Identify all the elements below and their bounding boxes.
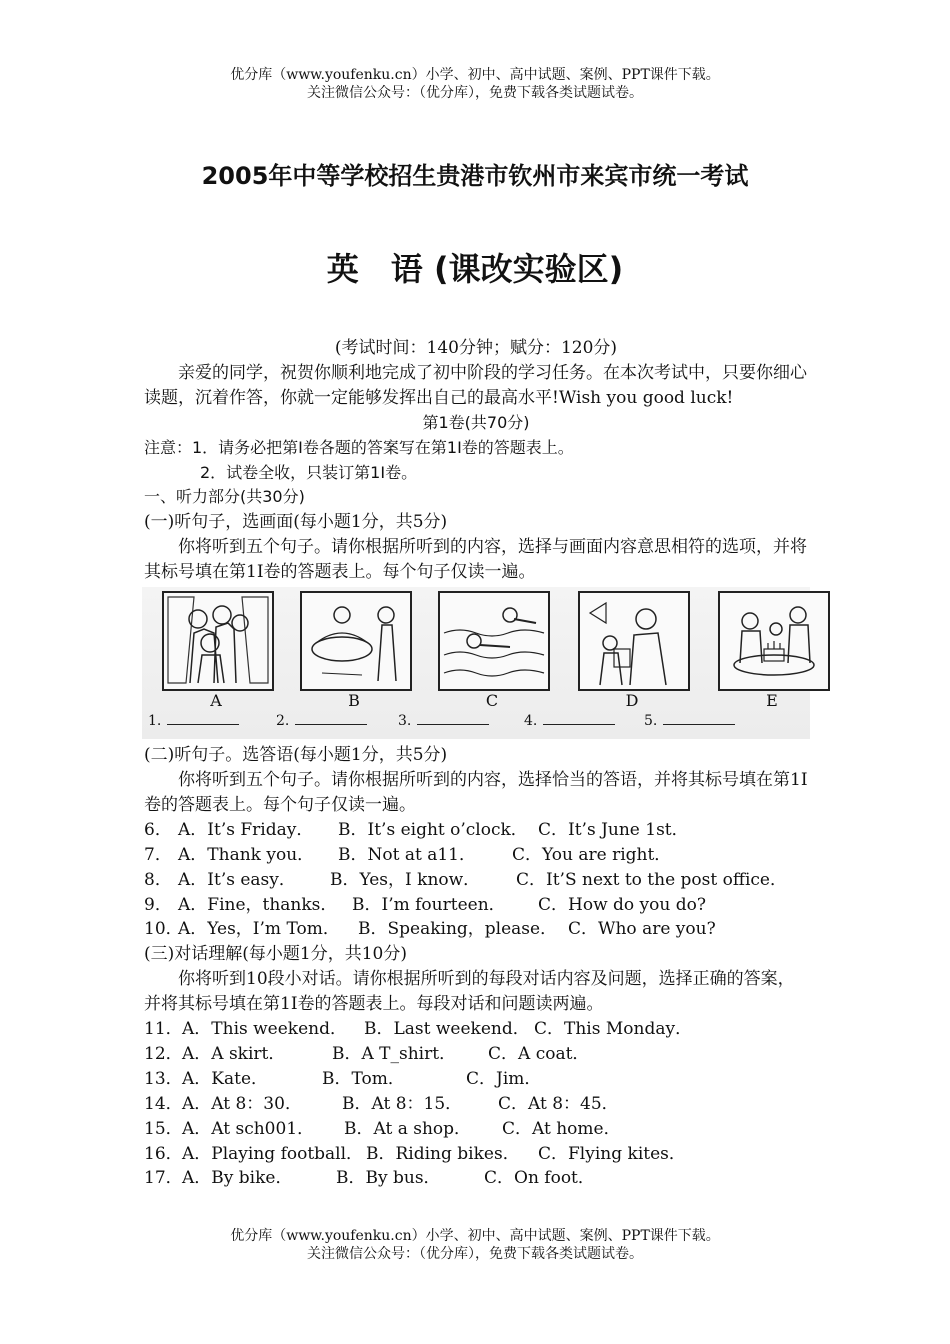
answer-blank-3[interactable]: 3. — [398, 709, 489, 734]
sec3-heading: (三)对话理解(每小题1分，共10分) — [144, 944, 407, 965]
picture-d — [578, 591, 690, 691]
question-8: 8． A．It’s easy． B．Yes，I know． C．It’S next to the post office． — [144, 869, 787, 890]
subject-title: 英 语 (课改实验区) — [326, 250, 624, 288]
picture-e-label: E — [766, 691, 778, 711]
question-12: 12． A．A skirt． B．A T_shirt． C．A coat． — [144, 1043, 590, 1064]
volume-heading: 第1卷(共70分) — [422, 412, 530, 432]
question-13: 13． A．Kate． B．Tom． C．Jim． — [144, 1068, 542, 1089]
birthday-cake-illustration — [720, 593, 828, 689]
page-header — [0, 66, 950, 102]
picture-c — [438, 591, 550, 691]
sec2-heading: (二)听句子。选答语(每小题1分，共5分) — [144, 745, 448, 766]
sec2-instructions: 你将听到五个句子。请你根据所听到的内容，选择恰当的答语，并将其标号填在第1I卷的答题表上。每个句子仅读一遍。 — [144, 769, 808, 815]
exam-info: (考试时间：140分钟；赋分：120分) — [334, 338, 618, 358]
question-7: 7． A．Thank you． B．Not at a11． C．You are right． — [144, 844, 672, 865]
header-line-2: 关注微信公众号：（优分库），免费下载各类试题试卷。 — [307, 85, 643, 101]
exam-content — [144, 336, 808, 1191]
footer-line-2: 关注微信公众号：（优分库），免费下载各类试题试卷。 — [307, 1246, 643, 1262]
sec1-heading: (一)听句子，选画面(每小题1分，共5分) — [144, 512, 448, 533]
header-line-1: 优分库（www.youfenku.cn）小学、初中、高中试题、案例、PPT课件下载。 — [230, 67, 720, 83]
exam-title: 2005年中等学校招生贵港市钦州市来宾市统一考试 — [201, 162, 749, 190]
answer-blank-2[interactable]: 2. — [276, 709, 367, 734]
question-11: 11． A．This weekend． B．Last weekend． C．This Monday． — [144, 1019, 693, 1040]
picture-e — [718, 591, 830, 691]
question-14: 14． A．At 8：30． B．At 8：15． C．At 8：45． — [144, 1093, 619, 1114]
sec1-instructions: 你将听到五个句子。请你根据所听到的内容，选择与画面内容意思相符的选项，并将其标号填在第1I卷的答题表上。每个句子仅读一遍。 — [144, 537, 807, 583]
picnic-illustration — [302, 593, 410, 689]
family-group-illustration — [164, 593, 272, 689]
question-15: 15． A．At sch001． B．At a shop． C．At home． — [144, 1118, 621, 1139]
sec3-instructions: 你将听到10段小对话。请你根据所听到的每段对话内容及问题，选择正确的答案，并将其标号填在第1I卷的答题表上。每段对话和问题读两遍。 — [144, 969, 795, 1015]
question-10: 10． A．Yes，I’m Tom． B．Speaking，please． C．Who are you? — [144, 919, 716, 940]
picture-options-strip — [142, 587, 810, 739]
note-1: 注意：1．请务必把第Ⅰ卷各题的答案写在第1Ⅰ卷的答题表上。 — [144, 437, 574, 457]
answer-blank-5[interactable]: 5. — [644, 709, 735, 734]
picture-c-label: C — [485, 691, 499, 711]
part1-heading: 一、听力部分(共30分) — [144, 487, 305, 507]
intro-paragraph: 亲爱的同学，祝贺你顺利地完成了初中阶段的学习任务。在本次考试中，只要你细心读题，沉着作答，你就一定能够发挥出自己的最高水平!Wish you good luck! — [144, 362, 807, 408]
answer-blank-4[interactable]: 4. — [524, 709, 615, 734]
page-footer — [0, 1227, 950, 1263]
answer-blank-1[interactable]: 1. — [148, 709, 239, 734]
man-reading-illustration — [580, 593, 688, 689]
picture-b-label: B — [348, 691, 360, 711]
picture-d-label: D — [625, 691, 639, 711]
picture-b — [300, 591, 412, 691]
swimming-illustration — [440, 593, 548, 689]
picture-a — [162, 591, 274, 691]
question-9: 9． A．Fine，thanks． B．I’m fourteen． C．How do you do? — [144, 894, 706, 915]
question-6: 6． A．It’s Friday． B．It’s eight o’clock． C．It’s June 1st． — [144, 819, 689, 840]
question-17: 17． A．By bike． B．By bus． C．On foot． — [144, 1168, 595, 1189]
question-16: 16． A．Playing football． B．Riding bikes． C．Flying kites． — [144, 1143, 686, 1164]
picture-a-label: A — [210, 691, 222, 711]
note-2: 2．试卷全收，只装订第1Ⅰ卷。 — [200, 462, 418, 482]
footer-line-1: 优分库（www.youfenku.cn）小学、初中、高中试题、案例、PPT课件下载。 — [230, 1228, 720, 1244]
